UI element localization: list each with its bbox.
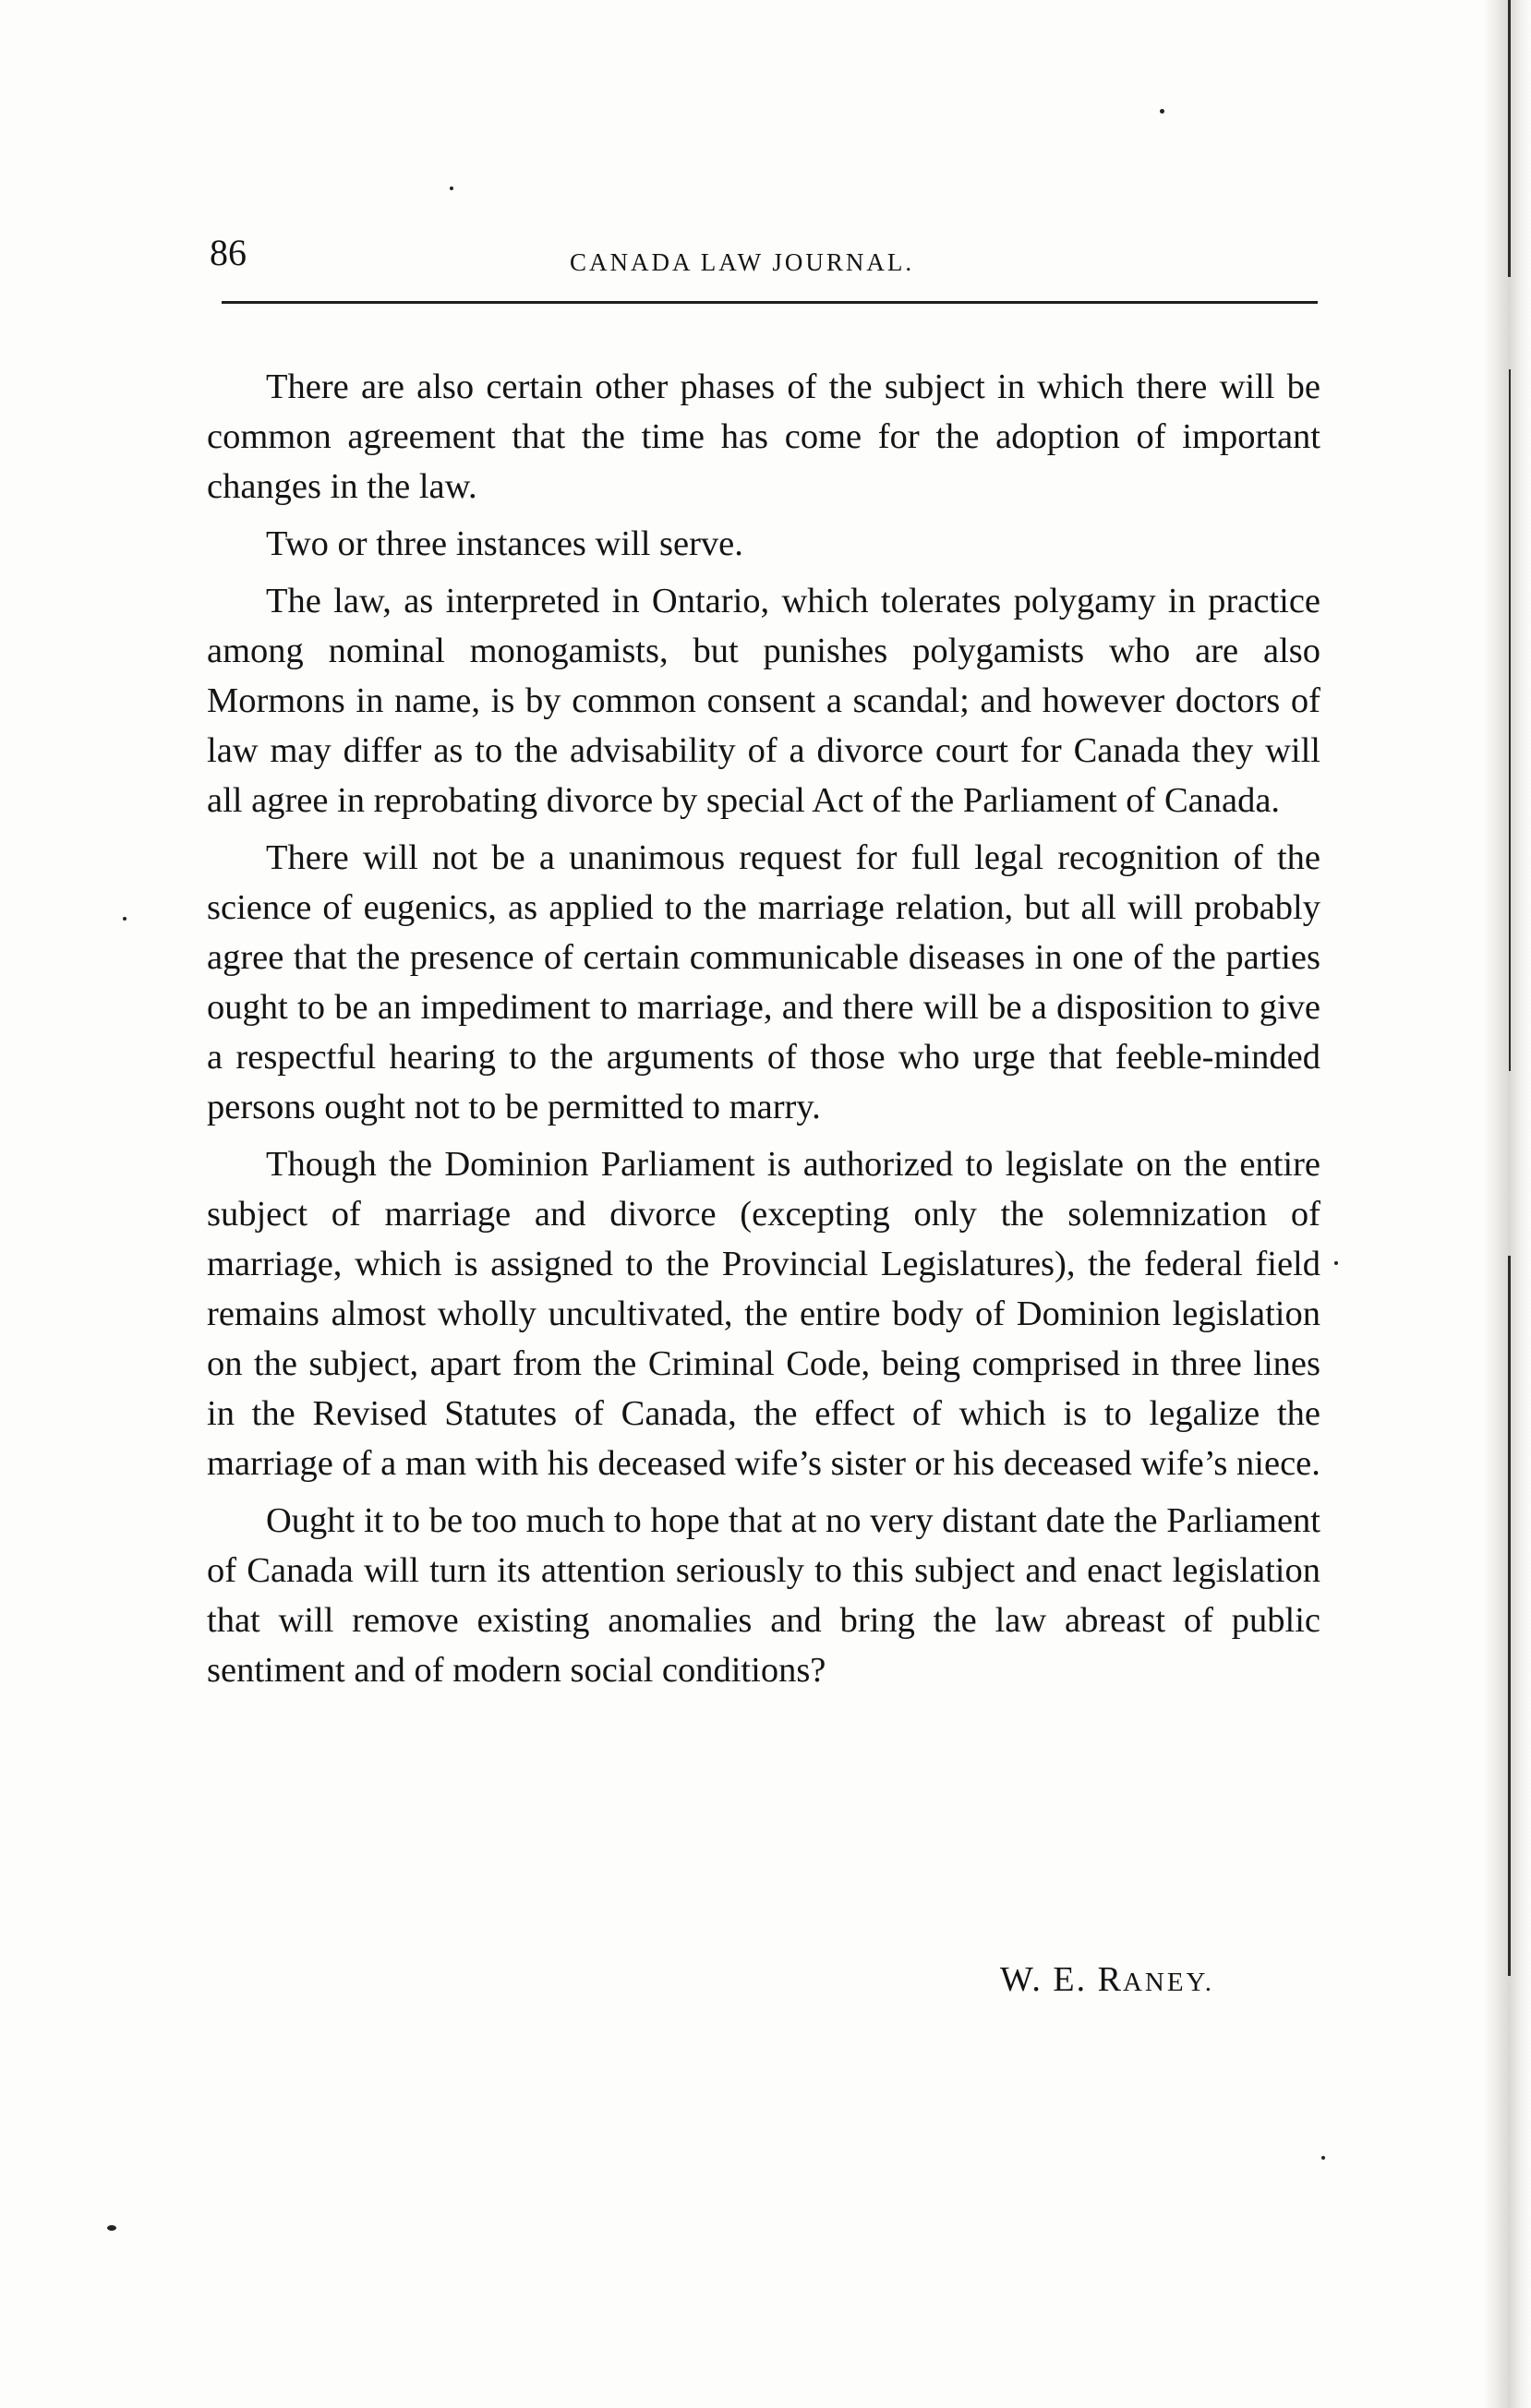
scan-speck [1334, 1261, 1338, 1265]
scan-speck [1321, 2156, 1325, 2160]
paragraph: Though the Dominion Parliament is authorized to legislate on the entire subject of marriage and divorce (excepting only the solemnization of marriage, which is assigned to the Provincial Legislatures), the federal field remains almost wholly uncultivated, the entire body of Dominion legislation on the subject, apart from the Criminal Code, being comprised in three lines in the Revised Statutes of Canada, the effect of which is to legalize the marriage of a man with his deceased wife’s sister or his deceased wife’s niece. [207, 1145, 1320, 1483]
scan-speck [123, 917, 127, 921]
page-number: 86 [210, 232, 247, 273]
scan-speck [107, 2225, 116, 2231]
scan-speck [1160, 109, 1164, 114]
header-rule [222, 301, 1318, 304]
scan-speck [450, 187, 453, 190]
signature-initials: W. E. R [1000, 1960, 1123, 1999]
edge-shadow-line [1509, 369, 1511, 1071]
edge-shadow-line [1508, 0, 1511, 277]
running-title: CANADA LAW JOURNAL. [570, 248, 915, 276]
author-signature [1000, 1957, 1214, 2005]
paragraph: The law, as interpreted in Ontario, which tolerates polygamy in practice among nominal monogamists, but punishes polygamists who are also Mormons in name, is by common consent a scandal; and however doctors of law may differ as to the advisability of a divorce court for Canada they will all agree in reprobating divorce by special Act of the Parliament of Canada. [207, 582, 1320, 820]
signature-surname: ANEY. [1122, 1968, 1214, 1997]
article-body [207, 362, 1320, 1703]
edge-shadow-line [1508, 1256, 1511, 1976]
page-header [210, 231, 1318, 286]
scanned-page-edge [1483, 0, 1531, 2408]
paragraph: There are also certain other phases of the subject in which there will be common agreement that the time has come for the adoption of important changes in the law. [207, 367, 1320, 506]
paragraph: There will not be a unanimous request for full legal recognition of the science of eugenics, as applied to the marriage relation, but all will probably agree that the presence of certain communicable diseases in one of the parties ought to be an impediment to marriage, and there will be a disposition to give a respectful hearing to the arguments of those who urge that feeble-minded persons ought not to be permitted to marry. [207, 838, 1320, 1126]
paragraph: Ought it to be too much to hope that at no very distant date the Parliament of Canada will turn its attention seriously to this subject and enact legislation that will remove existing anomalies and bring the law abreast of public sentiment and of modern social conditions? [207, 1501, 1320, 1690]
paragraph: Two or three instances will serve. [266, 524, 743, 563]
